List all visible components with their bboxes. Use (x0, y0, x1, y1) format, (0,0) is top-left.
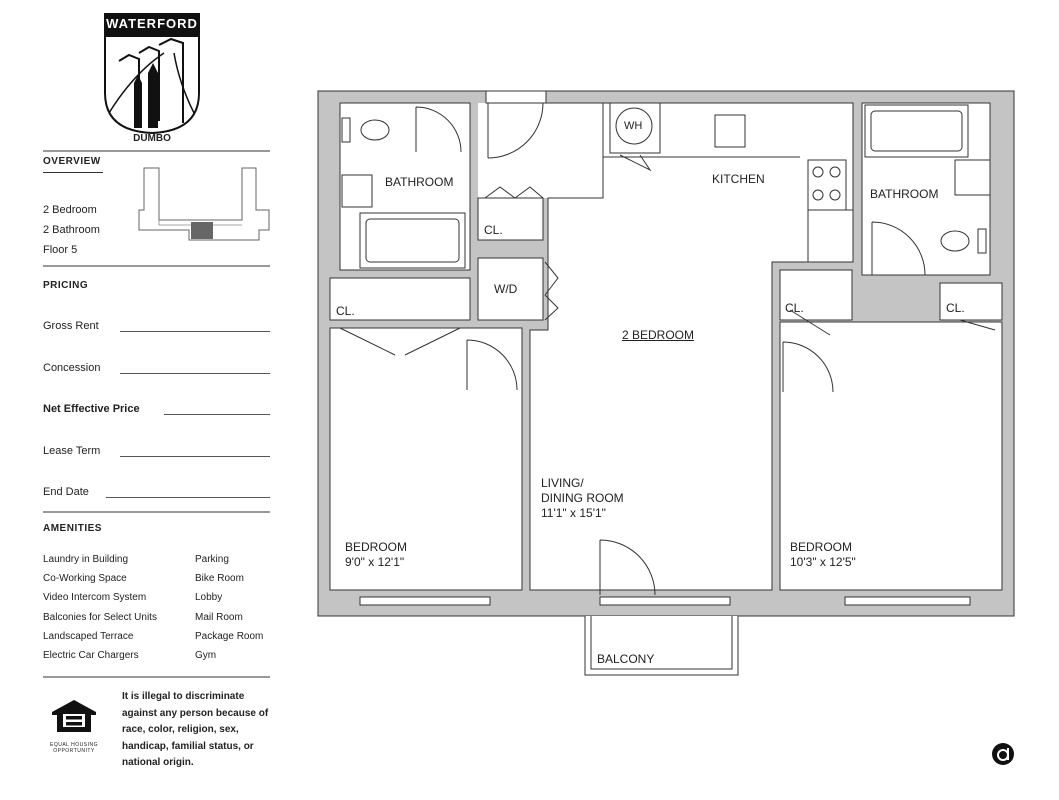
overview-bathrooms: 2 Bathroom (43, 224, 100, 236)
pricing-lease-term-label: Lease Term (43, 445, 101, 457)
bedroom-left-dimensions: 9'0" x 12'1" (345, 555, 405, 569)
amenity: Bike Room (195, 573, 244, 584)
logo-name: WATERFORD (106, 16, 198, 31)
room-bedroom-left: BEDROOM (345, 540, 408, 554)
bedroom-right-dimensions: 10'3" x 12'5" (790, 555, 856, 569)
room-bathroom-right: BATHROOM (870, 187, 939, 201)
room-bedroom-right: BEDROOM (790, 540, 853, 554)
amenity: Parking (195, 554, 229, 565)
living-dimensions: 11'1" x 15'1" (541, 506, 606, 520)
overview-bedrooms: 2 Bedroom (43, 204, 97, 216)
closet-label: CL. (484, 223, 503, 237)
pricing-end-date-label: End Date (43, 486, 89, 498)
amenities-heading: AMENITIES (43, 523, 102, 534)
room-balcony: BALCONY (597, 652, 655, 666)
logo-sub: DUMBO (133, 133, 171, 144)
closet-label: CL. (946, 301, 965, 315)
amenity: Laundry in Building (43, 554, 129, 565)
amenity: Mail Room (195, 612, 243, 623)
amenity: Package Room (195, 631, 264, 642)
closet-label: CL. (785, 301, 804, 315)
room-kitchen: KITCHEN (712, 172, 765, 186)
washer-dryer-label: W/D (494, 282, 518, 296)
pricing-heading: PRICING (43, 280, 89, 291)
room-dining: DINING ROOM (541, 491, 624, 505)
pricing-gross-rent-label: Gross Rent (43, 320, 99, 332)
closet-label: CL. (336, 304, 355, 318)
unit-title: 2 BEDROOM (622, 328, 695, 342)
amenity: Gym (195, 650, 217, 661)
overview-heading: OVERVIEW (43, 156, 101, 167)
overview-floor: Floor 5 (43, 244, 78, 256)
pricing-net-effective-label: Net Effective Price (43, 403, 140, 415)
water-heater-label: WH (624, 120, 643, 132)
disclaimer: It is illegal to discriminate against any person because of race, color, religion, sex, handicap, familial status, or national origin. (122, 691, 269, 768)
equal-housing-text: EQUAL HOUSING OPPORTUNITY (50, 742, 98, 754)
room-living: LIVING/ (541, 476, 584, 490)
amenity: Balconies for Select Units (43, 612, 157, 623)
amenity: Landscaped Terrace (43, 631, 134, 642)
room-bathroom-left: BATHROOM (385, 175, 454, 189)
pricing-concession-label: Concession (43, 362, 101, 374)
amenity: Co-Working Space (43, 573, 127, 584)
amenity: Video Intercom System (43, 592, 147, 603)
amenity: Electric Car Chargers (43, 650, 139, 661)
amenity: Lobby (195, 592, 223, 603)
brand-badge-icon (991, 742, 1015, 766)
